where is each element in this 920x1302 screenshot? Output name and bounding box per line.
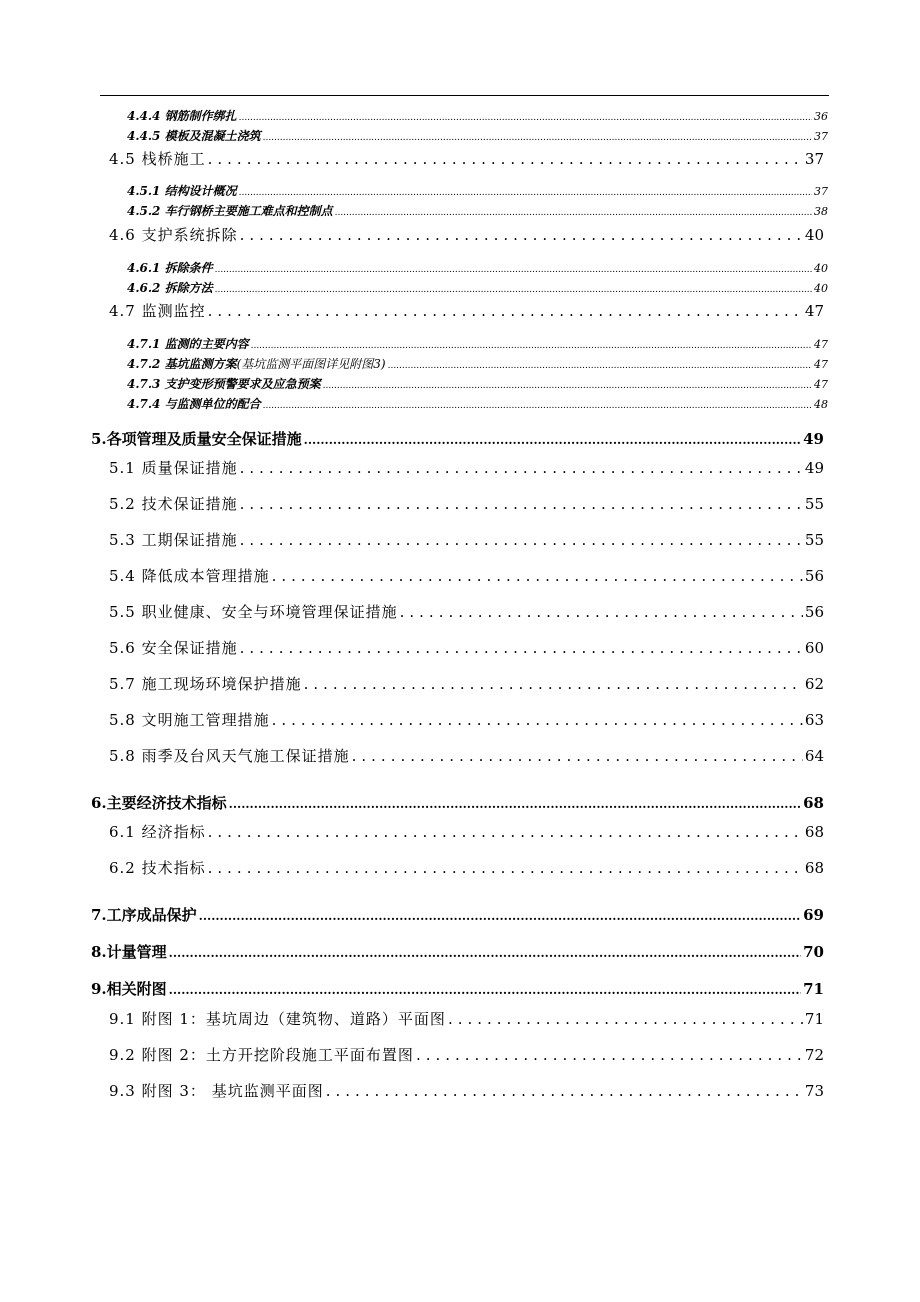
dot-leader [326, 1082, 803, 1100]
dot-leader [251, 341, 812, 351]
dot-leader [304, 433, 801, 447]
dot-leader [240, 531, 803, 549]
toc-chapter-8[interactable] [91, 941, 824, 961]
dot-leader [352, 747, 803, 765]
dot-leader [240, 639, 803, 657]
dot-leader [272, 567, 803, 585]
toc-entry-label: 5.8 文明施工管理措施 [109, 711, 270, 729]
toc-entry-9-1[interactable] [109, 1008, 824, 1028]
dot-leader [208, 302, 803, 320]
toc-entry-page: 69 [803, 906, 824, 924]
toc-entry-5-8-rain[interactable] [109, 745, 824, 765]
toc-chapter-9[interactable] [91, 978, 824, 998]
toc-entry-6-1[interactable] [109, 821, 824, 841]
toc-entry-page: 37 [814, 185, 828, 198]
toc-entry-4-5-1[interactable] [127, 182, 828, 198]
dot-leader [239, 113, 812, 123]
toc-entry-label: 9.1 附图 1：基坑周边（建筑物、道路）平面图 [109, 1010, 446, 1028]
toc-entry-label: 4.7.4 与监测单位的配合 [127, 397, 261, 411]
toc-entry-page: 68 [804, 859, 824, 877]
dot-leader [448, 1010, 803, 1028]
toc-entry-4-7-3[interactable] [127, 375, 828, 391]
toc-entry-label: 6.主要经济技术指标 [91, 794, 227, 812]
toc-entry-label: 4.6.1 拆除条件 [127, 261, 213, 275]
toc-entry-label: 8.计量管理 [91, 943, 167, 961]
toc-entry-label: 4.5.2 车行钢桥主要施工难点和控制点 [127, 204, 333, 218]
toc-entry-5-2[interactable] [109, 493, 824, 513]
toc-entry-label: 4.6.2 拆除方法 [127, 281, 213, 295]
toc-entry-label: 6.1 经济指标 [109, 823, 206, 841]
toc-entry-5-1[interactable] [109, 457, 824, 477]
toc-entry-5-7[interactable] [109, 673, 824, 693]
toc-entry-label: 4.7.2 基坑监测方案 [127, 357, 237, 371]
toc-entry-label: 4.5.1 结构设计概况 [127, 184, 237, 198]
toc-entry-page: 71 [804, 1010, 824, 1028]
dot-leader [215, 285, 812, 295]
toc-entry-page: 40 [814, 282, 828, 295]
toc-entry-label: 5.各项管理及质量安全保证措施 [91, 430, 302, 448]
toc-entry-page: 47 [814, 358, 828, 371]
dot-leader [215, 265, 812, 275]
toc-entry-label: 9.2 附图 2：土方开挖阶段施工平面布置图 [109, 1046, 414, 1064]
toc-entry-page: 49 [803, 430, 824, 448]
dot-leader [239, 188, 812, 198]
dot-leader [263, 401, 812, 411]
toc-entry-label: 4.5 栈桥施工 [109, 150, 206, 168]
dot-leader [323, 381, 812, 391]
toc-entry-page: 55 [804, 531, 824, 549]
toc-entry-5-5[interactable] [109, 601, 824, 621]
toc-entry-label: 5.7 施工现场环境保护措施 [109, 675, 302, 693]
toc-entry-label: 9.3 附图 3： 基坑监测平面图 [109, 1082, 324, 1100]
toc-entry-page: 55 [804, 495, 824, 513]
toc-entry-label: 5.1 质量保证措施 [109, 459, 238, 477]
toc-entry-page: 37 [804, 150, 824, 168]
toc-entry-page: 49 [804, 459, 824, 477]
toc-entry-label: 4.7.3 支护变形预警要求及应急预案 [127, 377, 321, 391]
toc-entry-label: 4.7 监测监控 [109, 302, 206, 320]
toc-entry-label: 7.工序成品保护 [91, 906, 197, 924]
toc-entry-9-2[interactable] [109, 1044, 824, 1064]
toc-entry-page: 56 [804, 567, 824, 585]
toc-entry-9-3[interactable] [109, 1080, 824, 1100]
toc-entry-page: 64 [804, 747, 824, 765]
toc-entry-4-5[interactable] [109, 148, 824, 168]
dot-leader [199, 909, 801, 923]
toc-entry-page: 38 [814, 205, 828, 218]
toc-entry-page: 72 [804, 1046, 824, 1064]
dot-leader [229, 797, 801, 811]
toc-entry-5-6[interactable] [109, 637, 824, 657]
toc-entry-5-8[interactable] [109, 709, 824, 729]
toc-entry-4-6[interactable] [109, 224, 824, 244]
toc-entry-page: 60 [804, 639, 824, 657]
dot-leader [240, 226, 803, 244]
toc-entry-5-3[interactable] [109, 529, 824, 549]
dot-leader [416, 1046, 803, 1064]
toc-entry-page: 71 [803, 980, 824, 998]
toc-chapter-5[interactable] [91, 428, 824, 448]
toc-entry-page: 68 [804, 823, 824, 841]
dot-leader [169, 983, 801, 997]
toc-entry-4-7-1[interactable] [127, 335, 828, 351]
toc-entry-label: 9.相关附图 [91, 980, 167, 998]
toc-entry-page: 68 [803, 794, 824, 812]
toc-entry-page: 62 [804, 675, 824, 693]
dot-leader [208, 150, 803, 168]
toc-entry-page: 48 [814, 398, 828, 411]
dot-leader [208, 823, 803, 841]
toc-entry-4-7[interactable] [109, 300, 824, 320]
toc-entry-4-7-2[interactable] [127, 355, 828, 371]
dot-leader [272, 711, 803, 729]
toc-entry-label: 6.2 技术指标 [109, 859, 206, 877]
toc-entry-label: 5.8 雨季及台风天气施工保证措施 [109, 747, 350, 765]
toc-entry-4-6-1[interactable] [127, 259, 828, 275]
toc-entry-page: 47 [814, 378, 828, 391]
toc-entry-note: (基坑监测平面图详见附图3) [236, 357, 386, 371]
dot-leader [169, 946, 801, 960]
toc-entry-label: 5.2 技术保证措施 [109, 495, 238, 513]
toc-entry-4-5-2[interactable] [127, 202, 828, 218]
toc-entry-4-6-2[interactable] [127, 279, 828, 295]
toc-entry-page: 70 [803, 943, 824, 961]
dot-leader [388, 361, 812, 371]
dot-leader [240, 459, 803, 477]
toc-entry-page: 56 [804, 603, 824, 621]
toc-entry-label: 5.5 职业健康、安全与环境管理保证措施 [109, 603, 398, 621]
toc-entry-label: 4.4.5 模板及混凝土浇筑 [127, 129, 261, 143]
toc-entry-label: 4.6 支护系统拆除 [109, 226, 238, 244]
toc-entry-4-7-4[interactable] [127, 395, 828, 411]
dot-leader [263, 133, 812, 143]
toc-entry-4-4-5[interactable] [127, 127, 828, 143]
dot-leader [208, 859, 803, 877]
dot-leader [240, 495, 803, 513]
dot-leader [304, 675, 803, 693]
toc-entry-page: 37 [814, 130, 828, 143]
toc-entry-label: 5.6 安全保证措施 [109, 639, 238, 657]
toc-entry-page: 73 [804, 1082, 824, 1100]
toc-entry-5-4[interactable] [109, 565, 824, 585]
dot-leader [400, 603, 803, 621]
toc-chapter-7[interactable] [91, 904, 824, 924]
toc-entry-page: 40 [814, 262, 828, 275]
toc-entry-page: 47 [814, 338, 828, 351]
toc-entry-page: 40 [804, 226, 824, 244]
toc-entry-6-2[interactable] [109, 857, 824, 877]
toc-entry-4-4-4[interactable] [127, 107, 828, 123]
toc-entry-page: 47 [804, 302, 824, 320]
toc-entry-page: 63 [804, 711, 824, 729]
toc-entry-page: 36 [814, 110, 828, 123]
toc-chapter-6[interactable] [91, 792, 824, 812]
toc-entry-label: 4.4.4 钢筋制作绑扎 [127, 109, 237, 123]
toc-entry-label: 5.3 工期保证措施 [109, 531, 238, 549]
toc-entry-label: 5.4 降低成本管理措施 [109, 567, 270, 585]
dot-leader [335, 208, 812, 218]
header-rule [100, 95, 829, 96]
toc-entry-label: 4.7.1 监测的主要内容 [127, 337, 249, 351]
